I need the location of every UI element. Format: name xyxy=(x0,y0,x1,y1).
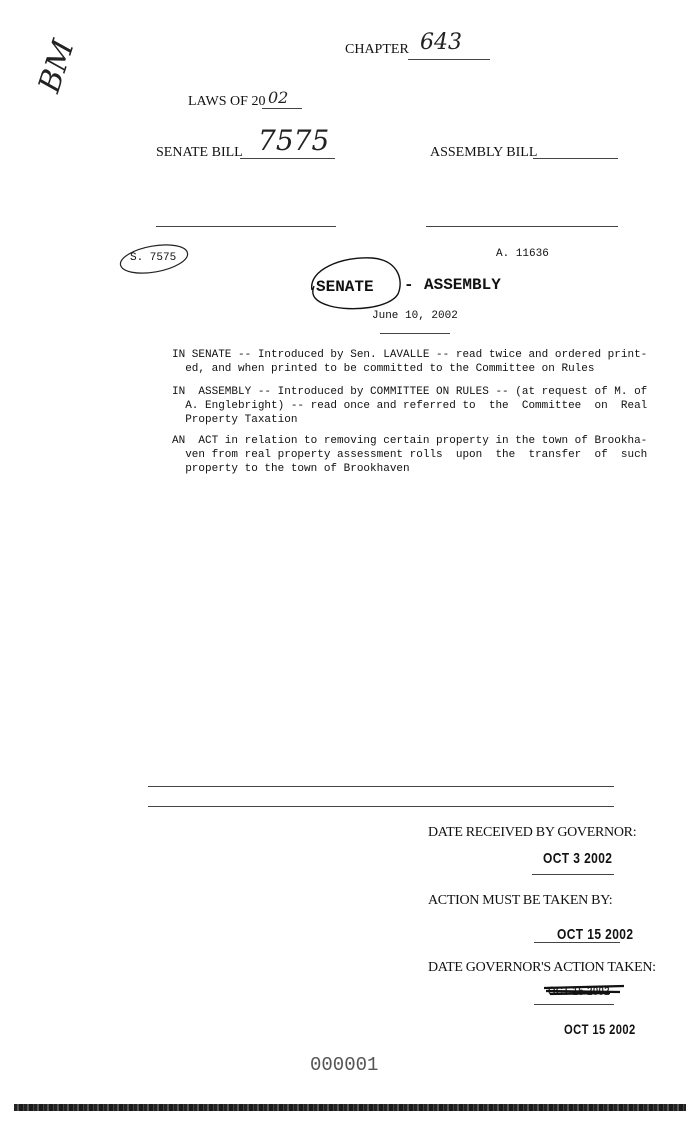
date-received-underline xyxy=(532,874,614,875)
act-title-line-3: property to the town of Brookhaven xyxy=(172,463,410,475)
date-underline xyxy=(380,333,450,334)
assembly-intro-line-3: Property Taxation xyxy=(172,414,298,426)
senate-introduction xyxy=(172,348,647,376)
separator-line-2 xyxy=(148,806,614,807)
senate-bill-underline xyxy=(240,158,335,159)
heading-separator: - xyxy=(404,276,414,294)
struck-action-date: OCT 15 2002 xyxy=(548,984,611,998)
date-received-stamp: OCT 3 2002 xyxy=(543,850,613,867)
laws-of-underline xyxy=(262,108,302,109)
handwritten-initials: BM xyxy=(32,35,82,97)
page-number: 000001 xyxy=(310,1054,379,1076)
separator-line-1 xyxy=(148,786,614,787)
action-taken-stamp: OCT 15 2002 xyxy=(564,1021,636,1037)
senate-bill-number: 7575 xyxy=(258,124,330,157)
assembly-intro-line-1: IN ASSEMBLY -- Introduced by COMMITTEE ON RULES -- (at request of M. of xyxy=(172,386,648,398)
senate-intro-line-2: ed, and when printed to be committed to the Committee on Rules xyxy=(172,363,595,375)
laws-of-label: LAWS OF 20 xyxy=(188,94,266,109)
senate-heading: SENATE xyxy=(316,278,374,296)
assembly-bill-number-small: A. 11636 xyxy=(496,248,549,260)
assembly-heading: ASSEMBLY xyxy=(424,276,501,294)
act-title xyxy=(172,434,647,476)
assembly-bill-label: ASSEMBLY BILL xyxy=(430,145,538,160)
blank-line-left xyxy=(156,226,336,227)
act-title-line-1: AN ACT in relation to removing certain property in the town of Brookha- xyxy=(172,435,648,447)
action-deadline-stamp: OCT 15 2002 xyxy=(557,926,634,943)
chapter-label: CHAPTER xyxy=(345,42,409,57)
senate-bill-label: SENATE BILL xyxy=(156,145,243,160)
action-deadline-label: ACTION MUST BE TAKEN BY: xyxy=(428,893,613,908)
date-received-label: DATE RECEIVED BY GOVERNOR: xyxy=(428,825,637,840)
laws-of-year: 02 xyxy=(268,88,289,107)
strike-through-mark xyxy=(540,980,630,1000)
chapter-underline xyxy=(408,59,490,60)
bill-date: June 10, 2002 xyxy=(372,310,458,322)
chapter-number: 643 xyxy=(420,30,462,55)
assembly-bill-underline xyxy=(533,158,618,159)
blank-line-right xyxy=(426,226,618,227)
senate-bill-number-small: S. 7575 xyxy=(130,252,177,264)
act-title-line-2: ven from real property assessment rolls upon the transfer of such xyxy=(172,449,648,461)
senate-intro-line-1: IN SENATE -- Introduced by Sen. LAVALLE -- read twice and ordered print- xyxy=(172,349,648,361)
action-deadline-underline xyxy=(534,942,620,943)
scan-edge-bar xyxy=(14,1104,686,1111)
assembly-introduction xyxy=(172,385,647,427)
action-taken-label: DATE GOVERNOR'S ACTION TAKEN: xyxy=(428,960,656,975)
action-taken-underline xyxy=(534,1004,614,1005)
assembly-intro-line-2: A. Englebright) -- read once and referred to the Committee on Real xyxy=(172,400,648,412)
